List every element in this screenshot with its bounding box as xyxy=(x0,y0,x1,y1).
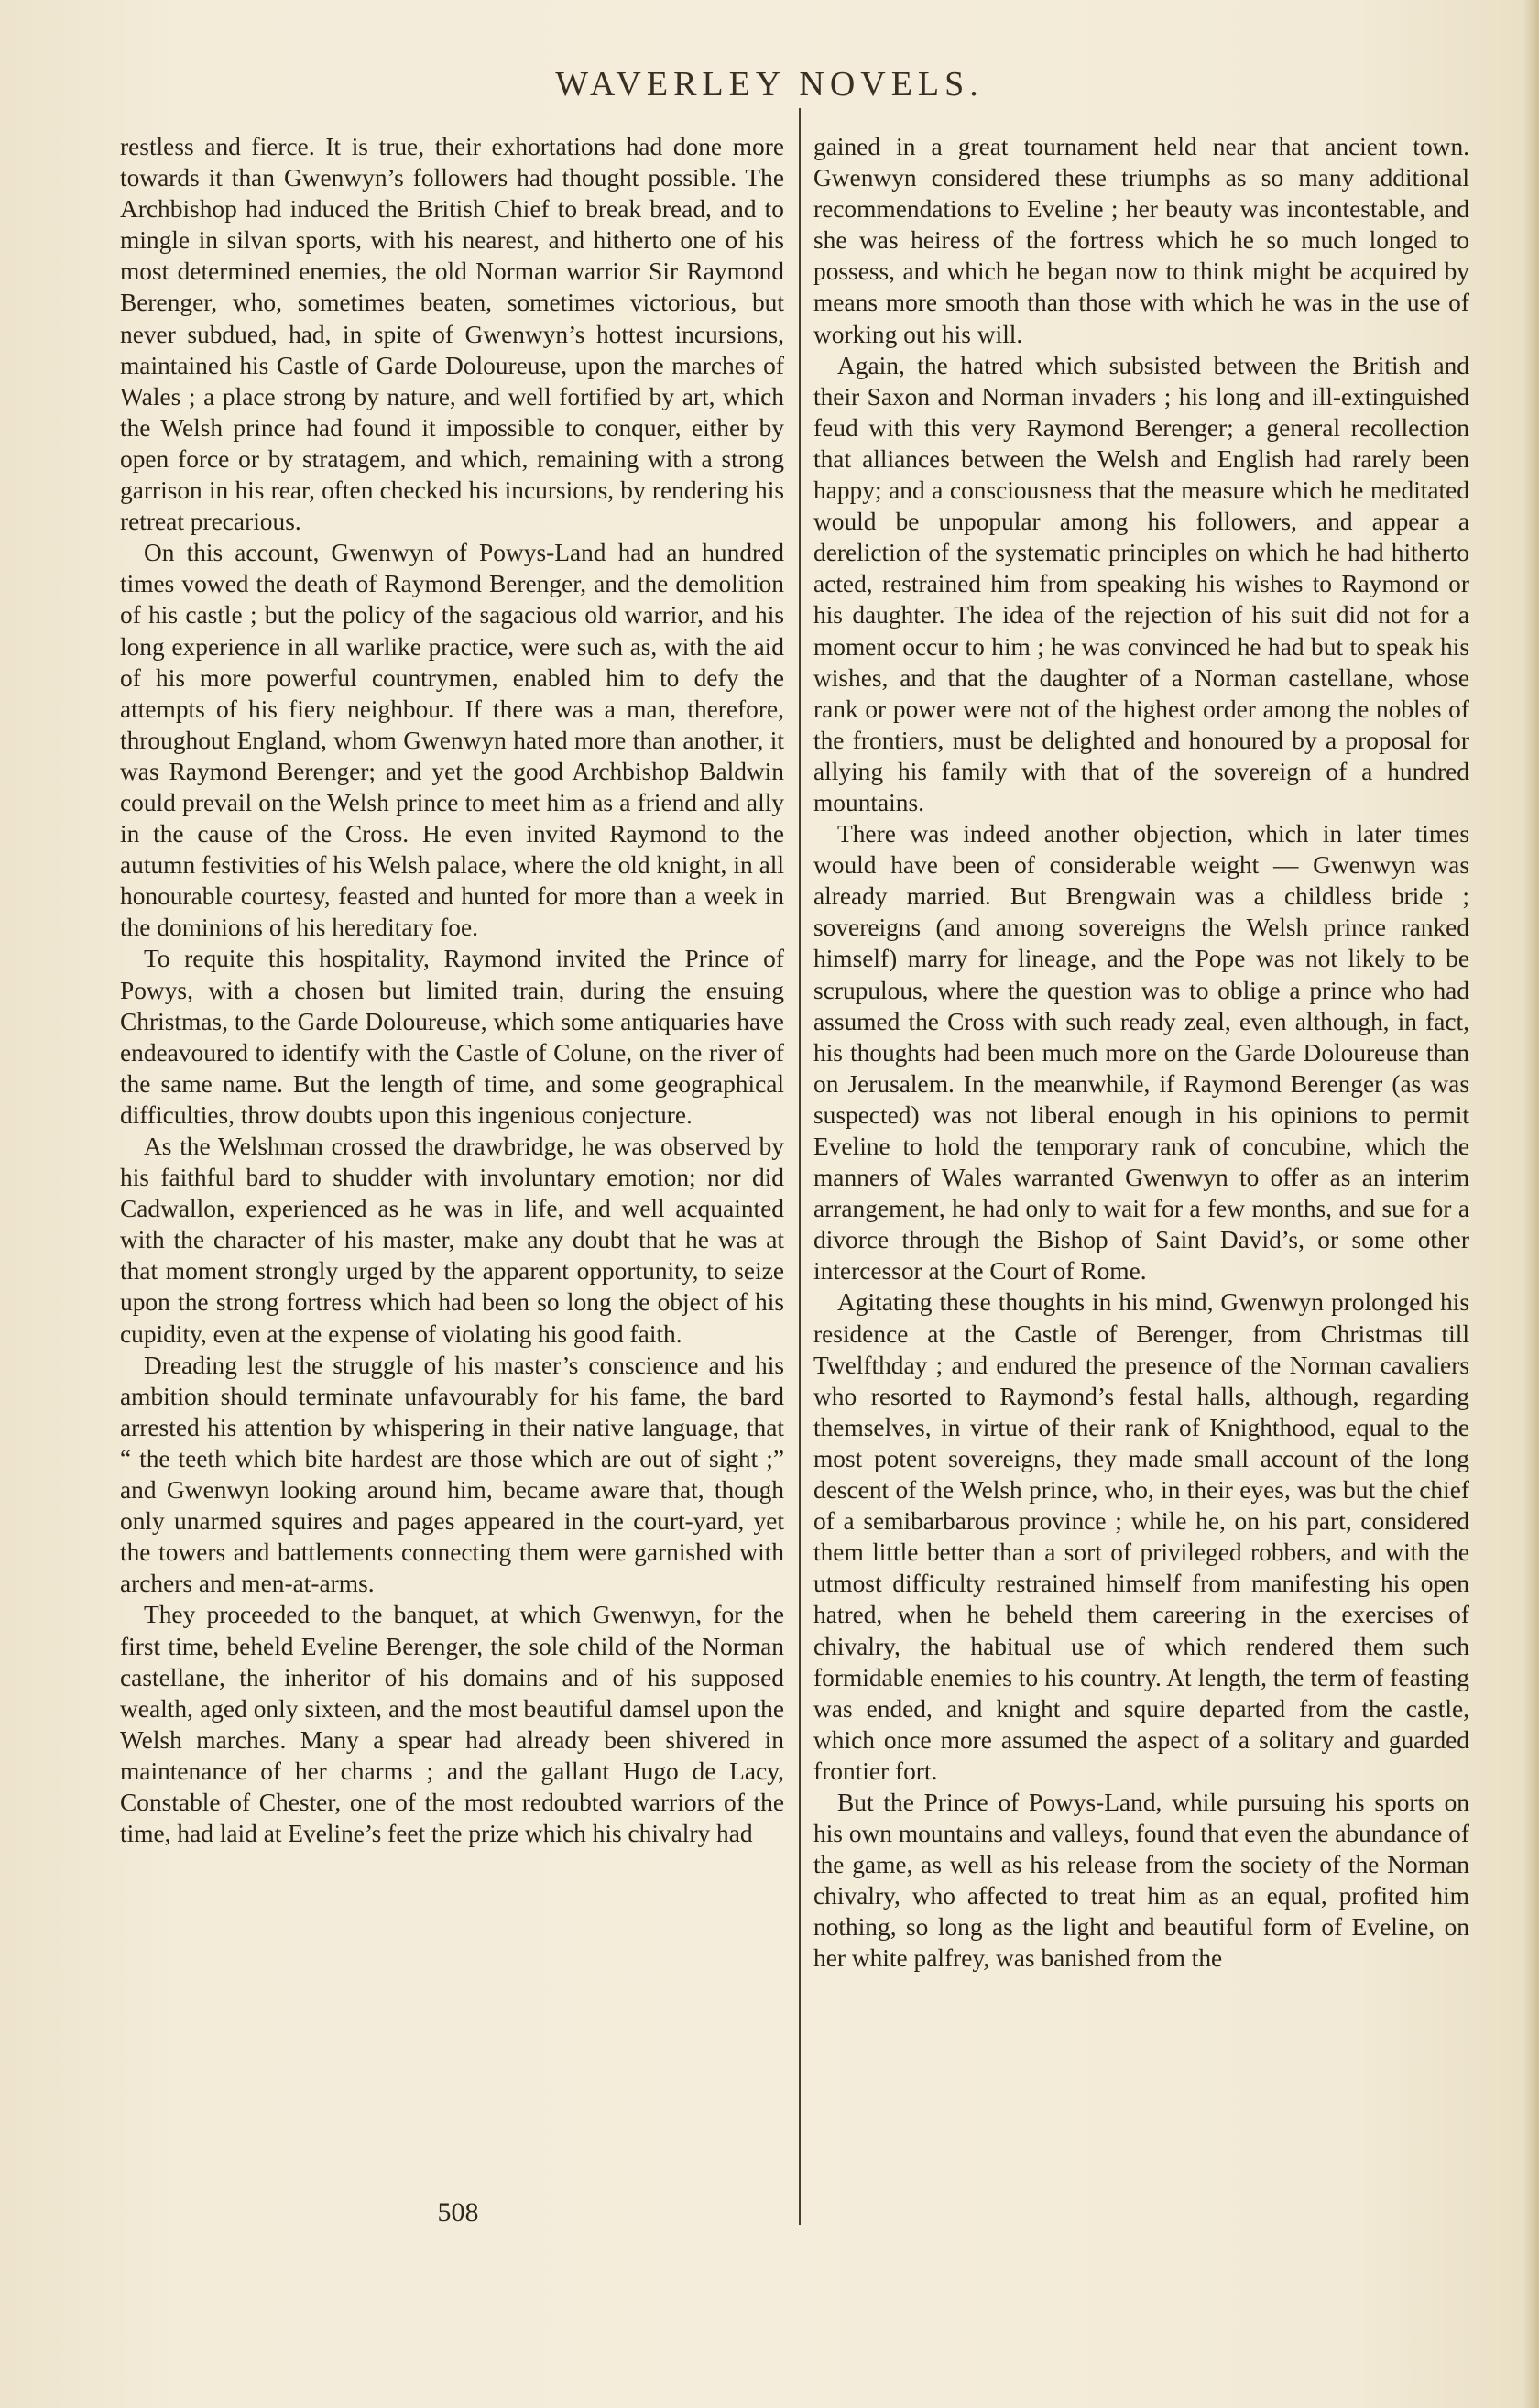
column-divider xyxy=(799,108,801,2225)
paragraph: But the Prince of Powys-Land, while pursuing his sports on his own mountains and valleys, found that even the abundance of the game, as well as his release from the society of the Norman chivalry, who affected to treat him as an equal, profited him nothing, so long as the light and beautiful form of Eveline, on her white palfrey, was banished from the xyxy=(813,1788,1469,1973)
paragraph: On this account, Gwenwyn of Powys-Land had an hundred times vowed the death of Raymond Berenger, and the demolition of his castle ; but the policy of the sagacious old warrior, and his long experience in all warlike practice, were such as, with the aid of his more powerful countrymen, enabled him to defy the attempts of his fiery neighbour. If there was a man, therefore, throughout England, whom Gwenwyn hated more than another, it was Raymond Berenger; and yet the good Archbishop Baldwin could prevail on the Welsh prince to meet him as a friend and ally in the cause of the Cross. He even invited Raymond to the autumn festivities of his Welsh palace, where the old knight, in all honourable courtesy, feasted and hunted for more than a week in the dominions of his hereditary foe. xyxy=(120,539,784,942)
running-head: WAVERLEY NOVELS. xyxy=(555,65,984,104)
left-column xyxy=(120,131,784,1849)
right-column xyxy=(813,131,1469,1975)
paragraph: To requite this hospitality, Raymond invited the Prince of Powys, with a chosen but limited train, during the ensuing Christmas, to the Garde Doloureuse, which some antiquaries have endeavoured to identify with the Castle of Colune, on the river of the same name. But the length of time, and some geographical difficulties, throw doubts upon this ingenious conjecture. xyxy=(120,945,784,1129)
paragraph: They proceeded to the banquet, at which Gwenwyn, for the first time, beheld Eveline Berenger, the sole child of the Norman castellane, the inheritor of his domains and of his supposed wealth, aged only sixteen, and the most beautiful damsel upon the Welsh marches. Many a spear had already been shivered in maintenance of her charms ; and the gallant Hugo de Lacy, Constable of Chester, one of the most redoubted warriors of the time, had laid at Eveline’s feet the prize which his chivalry had xyxy=(120,1601,784,1848)
page-edge xyxy=(1523,0,1539,2408)
page-number: 508 xyxy=(437,2197,479,2227)
paragraph: restless and fierce. It is true, their exhortations had done more towards it than Gwenwyn’s followers had thought possible. The Archbishop had induced the British Chief to break bread, and to mingle in silvan sports, with his nearest, and hitherto one of his most determined enemies, the old Norman warrior Sir Raymond Berenger, who, sometimes beaten, sometimes victorious, but never subdued, had, in spite of Gwenwyn’s hottest incursions, maintained his Castle of Garde Doloureuse, upon the marches of Wales ; a place strong by nature, and well fortified by art, which the Welsh prince had found it impossible to conquer, either by open force or by stratagem, and which, remaining with a strong garrison in his rear, often checked his incursions, by rendering his retreat precarious. xyxy=(120,133,784,536)
paragraph: There was indeed another objection, which in later times would have been of considerable weight — Gwenwyn was already married. But Brengwain was a childless bride ; sovereigns (and among sovereigns the Welsh prince ranked himself) marry for lineage, and the Pope was not likely to be scrupulous, where the question was to oblige a prince who had assumed the Cross with such ready zeal, even although, in fact, his thoughts had been much more on the Garde Doloureuse than on Jerusalem. In the meanwhile, if Raymond Berenger (as was suspected) was not liberal enough in his opinions to permit Eveline to hold the temporary rank of concubine, which the manners of Wales warranted Gwenwyn to offer as an interim arrangement, he had only to wait for a few months, and sue for a divorce through the Bishop of Saint David’s, or some other intercessor at the Court of Rome. xyxy=(813,820,1469,1286)
paragraph: As the Welshman crossed the drawbridge, he was observed by his faithful bard to shudder with involuntary emotion; nor did Cadwallon, experienced as he was in life, and well acquainted with the character of his master, make any doubt that he was at that moment strongly urged by the apparent opportunity, to seize upon the strong fortress which had been so long the object of his cupidity, even at the expense of violating his good faith. xyxy=(120,1133,784,1348)
paragraph: Again, the hatred which subsisted between the British and their Saxon and Norman invaders ; his long and ill-extinguished feud with this very Raymond Berenger; a general recollection that alliances between the Welsh and English had rarely been happy; and a consciousness that the measure which he meditated would be unpopular among his followers, and appear a dereliction of the systematic principles on which he had hitherto acted, restrained him from speaking his wishes to Raymond or his daughter. The idea of the rejection of his suit did not for a moment occur to him ; he was convinced he had but to speak his wishes, and that the daughter of a Norman castellane, whose rank or power were not of the highest order among the nobles of the frontiers, must be delighted and honoured by a proposal for allying his family with that of the sovereign of a hundred mountains. xyxy=(813,351,1469,816)
paragraph: gained in a great tournament held near that ancient town. Gwenwyn considered these triumphs as so many additional recommendations to Eveline ; her beauty was incontestable, and she was heiress of the fortress which he so much longed to possess, and which he began now to think might be acquired by means more smooth than those with which he was in the use of working out his will. xyxy=(813,133,1469,348)
paragraph: Dreading lest the struggle of his master’s conscience and his ambition should terminate unfavourably for his fame, the bard arrested his attention by whispering in their native language, that “ the teeth which bite hardest are those which are out of sight ;” and Gwenwyn looking around him, became aware that, though only unarmed squires and pages appeared in the court-yard, yet the towers and battlements connecting them were garnished with archers and men-at-arms. xyxy=(120,1351,784,1598)
paragraph: Agitating these thoughts in his mind, Gwenwyn prolonged his residence at the Castle of Berenger, from Christmas till Twelfthday ; and endured the presence of the Norman cavaliers who resorted to Raymond’s festal halls, although, regarding themselves, in virtue of their rank of Knighthood, equal to the most potent sovereigns, they made small account of the long descent of the Welsh prince, who, in their eyes, was but the chief of a semibarbarous province ; while he, on his part, considered them little better than a sort of privileged robbers, and with the utmost difficulty restrained himself from manifesting his open hatred, when he beheld them careering in the exercises of chivalry, the habitual use of which rendered them such formidable enemies to his country. At length, the term of feasting was ended, and knight and squire departed from the castle, which once more assumed the aspect of a solitary and guarded frontier fort. xyxy=(813,1288,1469,1785)
